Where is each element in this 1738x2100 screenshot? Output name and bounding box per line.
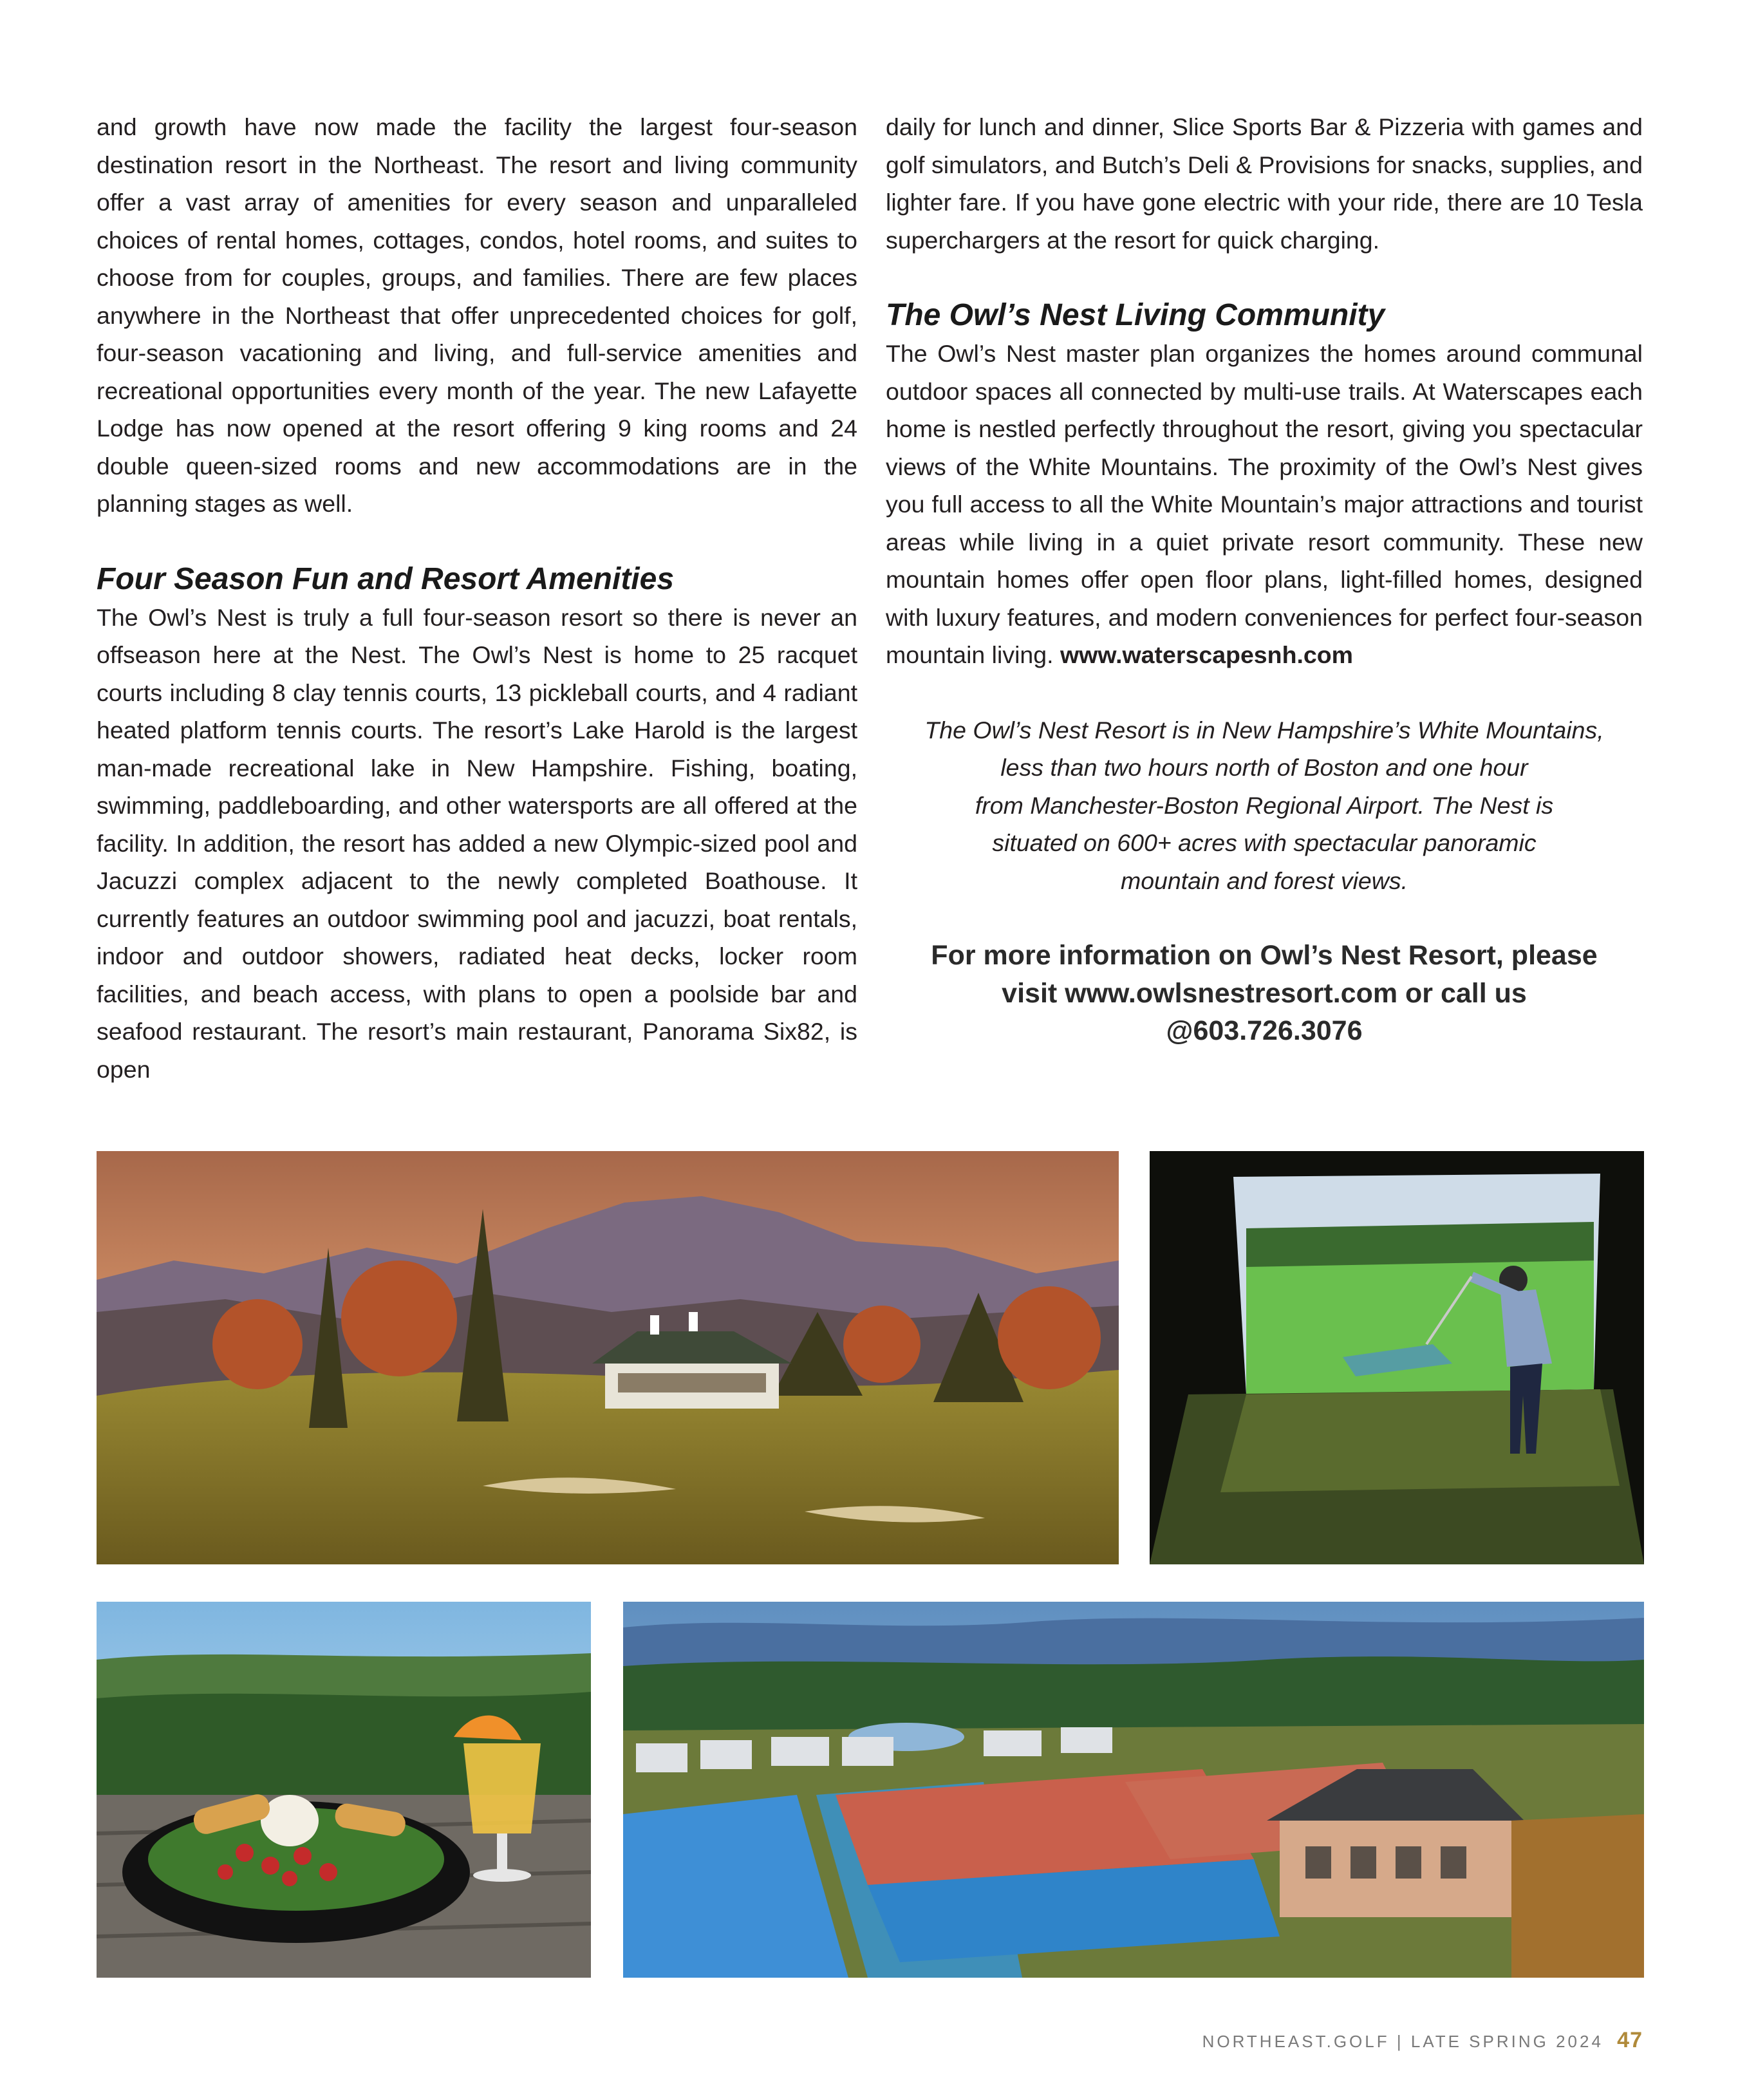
note-line: The Owl’s Nest Resort is in New Hampshire’s White Mountains, [924, 716, 1604, 744]
clubhouse-illustration [97, 1151, 1119, 1564]
section-heading-amenities: Four Season Fun and Resort Amenities [97, 561, 675, 596]
publication-name: NORTHEAST.GOLF [1202, 2032, 1390, 2051]
clubhouse-golf-course-photo [97, 1151, 1119, 1564]
body-paragraph [886, 335, 1643, 674]
issue-name: LATE SPRING 2024 [1410, 2032, 1603, 2051]
courts-illustration [623, 1602, 1644, 1978]
waterscapes-link[interactable]: www.waterscapesnh.com [1060, 641, 1354, 668]
body-paragraph: and growth have now made the facility the largest four-season destination resort in the Northeast. The resort and living community offer a vast array of amenities for every season and unparalleled choices of rental homes, cottages, condos, hotel rooms, and suites to choose from for couples, groups, and families. There are few places anywhere in the Northeast that offer unprecedented choices for golf, four-season vacationing and living, and full-service amenities and recreational opportunities every month of the year. The new Lafayette Lodge has now opened at the resort offering 9 king rooms and 24 double queen-sized rooms and new accommodations are in the planning stages as well. [97, 113, 857, 517]
resort-location-note [886, 711, 1643, 900]
note-line: from Manchester-Boston Regional Airport. The Nest is [975, 791, 1554, 819]
racquet-courts-aerial-photo [623, 1602, 1644, 1978]
contact-line: @603.726.3076 [1166, 1015, 1363, 1046]
golf-simulator-illustration [1150, 1151, 1644, 1564]
body-text: The Owl’s Nest master plan organizes the homes around communal outdoor spaces all connected by multi-use trails. At Waterscapes each home is nestled perfectly throughout the resort, giving you spectacular views of the White Mountains. The proximity of the Owl’s Nest gives you full access to all the White Mountain’s major attractions and tourist areas while living in a quiet private resort community. These new mountain homes offer open floor plans, light-filled homes, designed with luxury features, and modern conveniences for perfect four-season mountain living. [886, 340, 1643, 668]
body-paragraph: The Owl’s Nest is truly a full four-season resort so there is never an offseason here at the Nest. The Owl’s Nest is home to 25 racquet courts including 8 clay tennis courts, 13 pickleball courts, and 4 radiant heated platform tennis courts. The resort’s Lake Harold is the largest man-made recreational lake in New Hampshire. Fishing, boating, swimming, paddleboarding, and other watersports are all offered at the facility. In addition, the resort has added a new Olympic-sized pool and Jacuzzi complex adjacent to the newly completed Boathouse. It currently features an outdoor swimming pool and jacuzzi, boat rentals, indoor and outdoor showers, radiated heat decks, locker room facilities, and beach access, with plans to open a poolside bar and seafood restaurant. The resort’s main restaurant, Panorama Six82, is open [97, 603, 857, 1083]
page-number: 47 [1617, 2028, 1643, 2052]
note-line: mountain and forest views. [1120, 867, 1408, 894]
contact-line: visit www.owlsnestresort.com or call us [1002, 977, 1527, 1009]
note-line: situated on 600+ acres with spectacular panoramic [992, 829, 1537, 856]
food-illustration [97, 1602, 591, 1978]
contact-line: For more information on Owl’s Nest Resort, please [931, 940, 1598, 971]
page-footer [1202, 2028, 1643, 2053]
food-and-drink-photo [97, 1602, 591, 1978]
golf-simulator-photo [1150, 1151, 1644, 1564]
right-column [886, 108, 1643, 1050]
footer-separator: | [1396, 2032, 1404, 2051]
section-heading-living-community: The Owl’s Nest Living Community [886, 298, 1385, 332]
contact-info [886, 937, 1643, 1050]
body-paragraph: daily for lunch and dinner, Slice Sports Bar & Pizzeria with games and golf simulators, and Butch’s Deli & Provisions for snacks, supplies, and lighter fare. If you have gone electric with your ride, there are 10 Tesla superchargers at the resort for quick charging. [886, 113, 1643, 254]
note-line: less than two hours north of Boston and one hour [1000, 754, 1528, 781]
left-column [97, 108, 857, 1088]
